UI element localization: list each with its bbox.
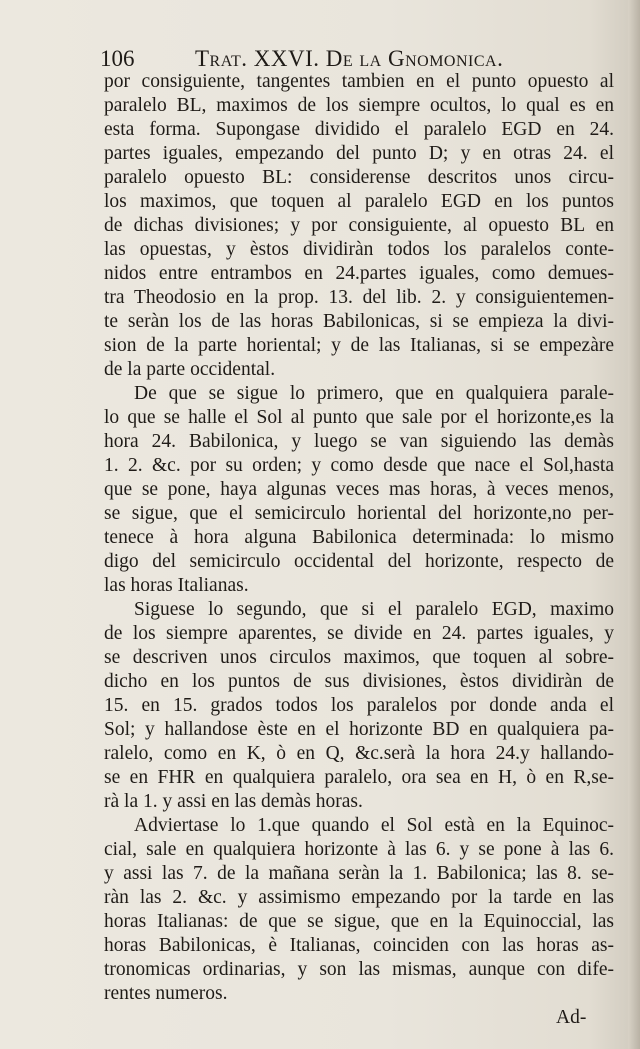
text-line: de los siempre aparentes, se divide en 24. partes iguales, y xyxy=(104,623,614,644)
text-line: los maximos, que toquen al paralelo EGD en los puntos xyxy=(104,191,614,212)
text-line: Siguese lo segundo, que si el paralelo EGD, maximo xyxy=(134,599,614,620)
text-line: dicho en los puntos de sus divisiones, èstos dividiràn de xyxy=(104,671,614,692)
text-line: de la parte occidental. xyxy=(104,359,276,380)
text-line: paralelo opuesto BL: considerense descritos unos circu- xyxy=(104,167,614,188)
text-line: ralelo, como en K, ò en Q, &c.serà la hora 24.y hallando- xyxy=(104,743,614,764)
text-line: rentes numeros. xyxy=(104,983,228,1004)
text-line: 1. 2. &c. por su orden; y como desde que nace el Sol,hasta xyxy=(104,455,614,476)
page-number: 106 xyxy=(100,46,135,71)
text-line: 15. en 15. grados todos los paralelos por donde anda el xyxy=(104,695,614,716)
text-line: esta forma. Supongase dividido el paralelo EGD en 24. xyxy=(104,119,614,140)
text-line: que se pone, haya algunas veces mas horas, à veces menos, xyxy=(104,479,614,500)
text-line: De que se sigue lo primero, que en qualquiera parale- xyxy=(134,383,614,404)
text-line: por consiguiente, tangentes tambien en el punto opuesto al xyxy=(104,71,614,92)
catchword: Ad- xyxy=(556,1007,587,1028)
page-edge xyxy=(628,0,640,1049)
text-line: sion de la parte horiental; y de las Italianas, si se empezàre xyxy=(104,335,614,356)
text-line: se sigue, que el semicirculo horiental del horizonte,no per- xyxy=(104,503,614,524)
text-line: tronomicas ordinarias, y son las mismas, aunque con dife- xyxy=(104,959,614,980)
text-line: rà la 1. y assi en las demàs horas. xyxy=(104,791,363,812)
text-line: nidos entre entrambos en 24.partes iguales, como demues- xyxy=(104,263,614,284)
text-line: partes iguales, empezando del punto D; y en otras 24. el xyxy=(104,143,614,164)
text-line: las opuestas, y èstos dividiràn todos los paralelos conte- xyxy=(104,239,614,260)
text-line: Adviertase lo 1.que quando el Sol està en la Equinoc- xyxy=(134,815,614,836)
text-line: las horas Italianas. xyxy=(104,575,249,596)
text-line: tra Theodosio en la prop. 13. del lib. 2. y consiguientemen- xyxy=(104,287,614,308)
text-line: tenece à hora alguna Babilonica determinada: lo mismo xyxy=(104,527,614,548)
text-line: de dichas divisiones; y por consiguiente, al opuesto BL en xyxy=(104,215,614,236)
text-line: paralelo BL, maximos de los siempre ocultos, lo qual es en xyxy=(104,95,614,116)
text-line: te seràn los de las horas Babilonicas, si se empieza la divi- xyxy=(104,311,614,332)
text-line: cial, sale en qualquiera horizonte à las 6. y se pone à las 6. xyxy=(104,839,614,860)
text-line: Sol; y hallandose èste en el horizonte BD en qualquiera pa- xyxy=(104,719,614,740)
text-line: hora 24. Babilonica, y luego se van siguiendo las demàs xyxy=(104,431,614,452)
text-line: digo del semicirculo occidental del horizonte, respecto de xyxy=(104,551,614,572)
running-title: Trat. XXVI. De la Gnomonica. xyxy=(195,46,504,71)
text-line: se en FHR en qualquiera paralelo, ora sea en H, ò en R,se- xyxy=(104,767,614,788)
text-line: lo que se halle el Sol al punto que sale por el horizonte,es la xyxy=(104,407,614,428)
text-line: horas Italianas: de que se sigue, que en la Equinoccial, las xyxy=(104,911,614,932)
text-line: se descriven unos circulos maximos, que toquen al sobre- xyxy=(104,647,614,668)
text-line: ràn las 2. &c. y assimismo empezando por la tarde en las xyxy=(104,887,614,908)
text-line: y assi las 7. de la mañana seràn la 1. Babilonica; las 8. se- xyxy=(104,863,614,884)
text-line: horas Babilonicas, è Italianas, coinciden con las horas as- xyxy=(104,935,614,956)
